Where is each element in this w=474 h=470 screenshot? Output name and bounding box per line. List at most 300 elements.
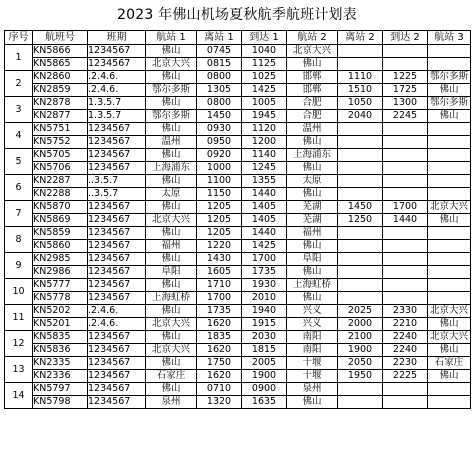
- sequence-number-cell: 5: [5, 149, 33, 175]
- station-1-cell: 佛山: [146, 123, 197, 136]
- flight-number-cell: KN5202: [33, 305, 88, 318]
- arrival-1-cell: 1425: [242, 84, 287, 97]
- sequence-number-cell: 14: [5, 383, 33, 409]
- arrival-1-cell: 1440: [242, 188, 287, 201]
- station-2-cell: 佛山: [287, 188, 338, 201]
- column-header: 离站 2: [338, 31, 383, 45]
- schedule-days-cell: 1234567: [88, 331, 146, 344]
- arrival-2-cell: [383, 136, 428, 149]
- arrival-2-cell: [383, 253, 428, 266]
- departure-1-cell: 1000: [197, 162, 242, 175]
- departure-1-cell: 0710: [197, 383, 242, 396]
- table-row: [5, 201, 471, 214]
- flight-schedule-table: [4, 30, 471, 409]
- departure-2-cell: [338, 292, 383, 305]
- flight-number-cell: KN5778: [33, 292, 88, 305]
- station-1-cell: 北京大兴: [146, 344, 197, 357]
- station-3-cell: [428, 123, 471, 136]
- flight-number-cell: KN5835: [33, 331, 88, 344]
- station-1-cell: 佛山: [146, 279, 197, 292]
- departure-1-cell: 0920: [197, 149, 242, 162]
- departure-1-cell: 0930: [197, 123, 242, 136]
- arrival-2-cell: 2210: [383, 318, 428, 331]
- station-2-cell: 佛山: [287, 136, 338, 149]
- arrival-2-cell: [383, 188, 428, 201]
- arrival-2-cell: 2230: [383, 357, 428, 370]
- table-row: [5, 240, 471, 253]
- station-2-cell: 兴义: [287, 305, 338, 318]
- schedule-days-cell: 1234567: [88, 214, 146, 227]
- arrival-1-cell: 1200: [242, 136, 287, 149]
- departure-2-cell: [338, 227, 383, 240]
- flight-number-cell: KN5865: [33, 58, 88, 71]
- arrival-1-cell: 1025: [242, 71, 287, 84]
- departure-1-cell: 1220: [197, 240, 242, 253]
- schedule-days-cell: 1234567: [88, 292, 146, 305]
- station-1-cell: 福州: [146, 240, 197, 253]
- station-3-cell: [428, 175, 471, 188]
- departure-1-cell: 1620: [197, 344, 242, 357]
- page-title: 2023 年佛山机场夏秋航季航班计划表: [117, 7, 357, 23]
- arrival-2-cell: [383, 279, 428, 292]
- departure-1-cell: 0745: [197, 45, 242, 58]
- schedule-days-cell: ..3.5.7: [88, 175, 146, 188]
- table-header-row: [5, 31, 471, 45]
- arrival-2-cell: [383, 383, 428, 396]
- arrival-1-cell: 1440: [242, 227, 287, 240]
- flight-number-cell: KN2877: [33, 110, 88, 123]
- flight-number-cell: KN5751: [33, 123, 88, 136]
- arrival-1-cell: 2005: [242, 357, 287, 370]
- arrival-1-cell: 2010: [242, 292, 287, 305]
- arrival-2-cell: 2240: [383, 331, 428, 344]
- station-3-cell: [428, 162, 471, 175]
- arrival-2-cell: [383, 175, 428, 188]
- table-row: [5, 84, 471, 97]
- station-1-cell: 佛山: [146, 45, 197, 58]
- sequence-number-cell: 10: [5, 279, 33, 305]
- departure-1-cell: 1835: [197, 331, 242, 344]
- table-row: [5, 396, 471, 409]
- station-2-cell: 佛山: [287, 396, 338, 409]
- arrival-2-cell: 1700: [383, 201, 428, 214]
- station-3-cell: 鄂尔多斯: [428, 71, 471, 84]
- station-1-cell: 佛山: [146, 149, 197, 162]
- table-row: [5, 175, 471, 188]
- sequence-number-cell: 6: [5, 175, 33, 201]
- departure-1-cell: 1205: [197, 227, 242, 240]
- station-1-cell: 佛山: [146, 175, 197, 188]
- table-row: [5, 331, 471, 344]
- column-header: 航站 1: [146, 31, 197, 45]
- departure-2-cell: [338, 58, 383, 71]
- departure-2-cell: [338, 149, 383, 162]
- table-row: [5, 370, 471, 383]
- departure-1-cell: 0950: [197, 136, 242, 149]
- column-header: 班期: [88, 31, 146, 45]
- station-2-cell: 上海浦东: [287, 149, 338, 162]
- table-row: [5, 214, 471, 227]
- station-1-cell: 佛山: [146, 71, 197, 84]
- arrival-1-cell: 1900: [242, 370, 287, 383]
- flight-number-cell: KN2985: [33, 253, 88, 266]
- arrival-1-cell: 1815: [242, 344, 287, 357]
- flight-number-cell: KN2860: [33, 71, 88, 84]
- schedule-days-cell: .2.4.6.: [88, 305, 146, 318]
- flight-number-cell: KN2287: [33, 175, 88, 188]
- table-row: [5, 162, 471, 175]
- arrival-1-cell: 1915: [242, 318, 287, 331]
- departure-1-cell: 1735: [197, 305, 242, 318]
- schedule-days-cell: 1234567: [88, 201, 146, 214]
- table-body: [5, 45, 471, 409]
- station-1-cell: 石家庄: [146, 370, 197, 383]
- departure-1-cell: 1100: [197, 175, 242, 188]
- schedule-days-cell: ..3.5.7: [88, 188, 146, 201]
- schedule-days-cell: 1234567: [88, 45, 146, 58]
- station-2-cell: 十堰: [287, 370, 338, 383]
- schedule-days-cell: .2.4.6.: [88, 318, 146, 331]
- table-row: [5, 253, 471, 266]
- departure-2-cell: 1450: [338, 201, 383, 214]
- departure-2-cell: 2040: [338, 110, 383, 123]
- flight-number-cell: KN2335: [33, 357, 88, 370]
- station-2-cell: 阜阳: [287, 253, 338, 266]
- table-row: [5, 149, 471, 162]
- schedule-days-cell: 1234567: [88, 383, 146, 396]
- station-1-cell: 佛山: [146, 331, 197, 344]
- table-row: [5, 110, 471, 123]
- arrival-2-cell: [383, 227, 428, 240]
- station-2-cell: 北京大兴: [287, 45, 338, 58]
- station-3-cell: [428, 58, 471, 71]
- schedule-days-cell: 1234567: [88, 123, 146, 136]
- column-header: 序号: [5, 31, 33, 45]
- departure-1-cell: 1450: [197, 110, 242, 123]
- station-2-cell: 南阳: [287, 331, 338, 344]
- table-row: [5, 136, 471, 149]
- station-1-cell: 温州: [146, 136, 197, 149]
- arrival-1-cell: 1040: [242, 45, 287, 58]
- table-row: [5, 305, 471, 318]
- sequence-number-cell: 1: [5, 45, 33, 71]
- departure-2-cell: 1900: [338, 344, 383, 357]
- arrival-2-cell: 1725: [383, 84, 428, 97]
- table-row: [5, 58, 471, 71]
- station-2-cell: 太原: [287, 175, 338, 188]
- table-row: [5, 97, 471, 110]
- arrival-2-cell: [383, 396, 428, 409]
- station-3-cell: 佛山: [428, 110, 471, 123]
- station-3-cell: 佛山: [428, 370, 471, 383]
- sequence-number-cell: 9: [5, 253, 33, 279]
- station-2-cell: 合肥: [287, 97, 338, 110]
- arrival-2-cell: 2240: [383, 344, 428, 357]
- column-header: 航站 2: [287, 31, 338, 45]
- departure-2-cell: [338, 175, 383, 188]
- sequence-number-cell: 8: [5, 227, 33, 253]
- departure-1-cell: 0800: [197, 71, 242, 84]
- station-1-cell: 泉州: [146, 396, 197, 409]
- table-row: [5, 318, 471, 331]
- table-row: [5, 188, 471, 201]
- schedule-days-cell: 1234567: [88, 58, 146, 71]
- arrival-2-cell: 2225: [383, 370, 428, 383]
- station-1-cell: 佛山: [146, 201, 197, 214]
- station-3-cell: [428, 227, 471, 240]
- arrival-1-cell: 1635: [242, 396, 287, 409]
- departure-1-cell: 1150: [197, 188, 242, 201]
- station-1-cell: 佛山: [146, 253, 197, 266]
- station-1-cell: 佛山: [146, 97, 197, 110]
- arrival-1-cell: 1945: [242, 110, 287, 123]
- station-2-cell: 兴义: [287, 318, 338, 331]
- station-3-cell: [428, 279, 471, 292]
- column-header: 到达 2: [383, 31, 428, 45]
- table-row: [5, 357, 471, 370]
- departure-2-cell: [338, 266, 383, 279]
- sequence-number-cell: 4: [5, 123, 33, 149]
- schedule-days-cell: 1234567: [88, 266, 146, 279]
- station-3-cell: 北京大兴: [428, 305, 471, 318]
- departure-2-cell: [338, 253, 383, 266]
- arrival-1-cell: 1120: [242, 123, 287, 136]
- flight-number-cell: KN5866: [33, 45, 88, 58]
- arrival-1-cell: 1940: [242, 305, 287, 318]
- sequence-number-cell: 11: [5, 305, 33, 331]
- departure-2-cell: [338, 279, 383, 292]
- departure-2-cell: 1250: [338, 214, 383, 227]
- arrival-1-cell: 1245: [242, 162, 287, 175]
- table-row: [5, 45, 471, 58]
- arrival-2-cell: 1440: [383, 214, 428, 227]
- schedule-days-cell: 1234567: [88, 396, 146, 409]
- schedule-days-cell: 1234567: [88, 162, 146, 175]
- station-1-cell: 佛山: [146, 227, 197, 240]
- station-3-cell: [428, 149, 471, 162]
- departure-1-cell: 0815: [197, 58, 242, 71]
- departure-2-cell: [338, 45, 383, 58]
- departure-1-cell: 0800: [197, 97, 242, 110]
- station-3-cell: 佛山: [428, 318, 471, 331]
- schedule-days-cell: 1234567: [88, 279, 146, 292]
- schedule-days-cell: 1.3.5.7: [88, 110, 146, 123]
- departure-1-cell: 1605: [197, 266, 242, 279]
- station-1-cell: 鄂尔多斯: [146, 110, 197, 123]
- departure-2-cell: [338, 240, 383, 253]
- sequence-number-cell: 7: [5, 201, 33, 227]
- station-2-cell: 佛山: [287, 58, 338, 71]
- departure-2-cell: 1950: [338, 370, 383, 383]
- station-3-cell: [428, 136, 471, 149]
- sequence-number-cell: 13: [5, 357, 33, 383]
- arrival-2-cell: [383, 149, 428, 162]
- arrival-1-cell: 1405: [242, 214, 287, 227]
- flight-number-cell: KN2859: [33, 84, 88, 97]
- schedule-days-cell: 1234567: [88, 253, 146, 266]
- station-2-cell: 芜湖: [287, 214, 338, 227]
- station-3-cell: 北京大兴: [428, 201, 471, 214]
- schedule-days-cell: 1234567: [88, 357, 146, 370]
- flight-number-cell: KN2288: [33, 188, 88, 201]
- arrival-2-cell: 1300: [383, 97, 428, 110]
- column-header: 航站 3: [428, 31, 471, 45]
- station-3-cell: [428, 253, 471, 266]
- station-2-cell: 泉州: [287, 383, 338, 396]
- departure-2-cell: 2025: [338, 305, 383, 318]
- arrival-1-cell: 1355: [242, 175, 287, 188]
- table-row: [5, 123, 471, 136]
- station-2-cell: 福州: [287, 227, 338, 240]
- station-1-cell: 上海浦东: [146, 162, 197, 175]
- schedule-days-cell: 1234567: [88, 240, 146, 253]
- arrival-2-cell: [383, 292, 428, 305]
- sequence-number-cell: 3: [5, 97, 33, 123]
- flight-number-cell: KN2878: [33, 97, 88, 110]
- flight-number-cell: KN5870: [33, 201, 88, 214]
- flight-number-cell: KN5797: [33, 383, 88, 396]
- station-3-cell: [428, 266, 471, 279]
- station-1-cell: 北京大兴: [146, 58, 197, 71]
- station-3-cell: [428, 383, 471, 396]
- station-1-cell: 太原: [146, 188, 197, 201]
- arrival-2-cell: 1225: [383, 71, 428, 84]
- sequence-number-cell: 12: [5, 331, 33, 357]
- column-header: 离站 1: [197, 31, 242, 45]
- station-2-cell: 南阳: [287, 344, 338, 357]
- station-3-cell: 石家庄: [428, 357, 471, 370]
- departure-1-cell: 1205: [197, 214, 242, 227]
- departure-2-cell: 1110: [338, 71, 383, 84]
- flight-number-cell: KN5201: [33, 318, 88, 331]
- flight-number-cell: KN5752: [33, 136, 88, 149]
- arrival-2-cell: [383, 240, 428, 253]
- departure-2-cell: [338, 123, 383, 136]
- arrival-1-cell: 1735: [242, 266, 287, 279]
- station-3-cell: 佛山: [428, 214, 471, 227]
- arrival-1-cell: 1140: [242, 149, 287, 162]
- departure-1-cell: 1305: [197, 84, 242, 97]
- station-3-cell: [428, 188, 471, 201]
- departure-2-cell: 2050: [338, 357, 383, 370]
- station-2-cell: 上海虹桥: [287, 279, 338, 292]
- station-1-cell: 佛山: [146, 357, 197, 370]
- arrival-2-cell: [383, 123, 428, 136]
- station-3-cell: [428, 396, 471, 409]
- arrival-1-cell: 1425: [242, 240, 287, 253]
- flight-number-cell: KN5860: [33, 240, 88, 253]
- table-row: [5, 266, 471, 279]
- table-row: [5, 383, 471, 396]
- arrival-1-cell: 1405: [242, 201, 287, 214]
- schedule-days-cell: 1234567: [88, 149, 146, 162]
- column-header: 航班号: [33, 31, 88, 45]
- schedule-days-cell: .2.4.6.: [88, 71, 146, 84]
- schedule-days-cell: 1234567: [88, 227, 146, 240]
- schedule-days-cell: 1234567: [88, 344, 146, 357]
- station-3-cell: 鄂尔多斯: [428, 97, 471, 110]
- departure-1-cell: 1620: [197, 318, 242, 331]
- departure-2-cell: 2000: [338, 318, 383, 331]
- flight-number-cell: KN5705: [33, 149, 88, 162]
- station-1-cell: 佛山: [146, 383, 197, 396]
- table-row: [5, 279, 471, 292]
- flight-number-cell: KN5706: [33, 162, 88, 175]
- schedule-days-cell: 1.3.5.7: [88, 97, 146, 110]
- schedule-days-cell: .2.4.6.: [88, 84, 146, 97]
- station-2-cell: 佛山: [287, 292, 338, 305]
- station-2-cell: 佛山: [287, 162, 338, 175]
- arrival-2-cell: [383, 45, 428, 58]
- arrival-1-cell: 1930: [242, 279, 287, 292]
- station-2-cell: 芜湖: [287, 201, 338, 214]
- table-row: [5, 227, 471, 240]
- station-2-cell: 合肥: [287, 110, 338, 123]
- station-1-cell: 佛山: [146, 305, 197, 318]
- arrival-2-cell: [383, 162, 428, 175]
- table-row: [5, 71, 471, 84]
- station-2-cell: 十堰: [287, 357, 338, 370]
- schedule-days-cell: 1234567: [88, 136, 146, 149]
- station-2-cell: 佛山: [287, 240, 338, 253]
- table-row: [5, 344, 471, 357]
- station-3-cell: [428, 240, 471, 253]
- departure-1-cell: 1430: [197, 253, 242, 266]
- departure-2-cell: [338, 188, 383, 201]
- arrival-2-cell: [383, 266, 428, 279]
- flight-number-cell: KN5859: [33, 227, 88, 240]
- station-1-cell: 阜阳: [146, 266, 197, 279]
- station-3-cell: 佛山: [428, 344, 471, 357]
- flight-number-cell: KN5869: [33, 214, 88, 227]
- station-3-cell: [428, 292, 471, 305]
- departure-1-cell: 1710: [197, 279, 242, 292]
- station-3-cell: 佛山: [428, 84, 471, 97]
- departure-2-cell: 2100: [338, 331, 383, 344]
- flight-number-cell: KN5836: [33, 344, 88, 357]
- departure-2-cell: 1050: [338, 97, 383, 110]
- station-3-cell: [428, 45, 471, 58]
- station-2-cell: 邯郸: [287, 84, 338, 97]
- departure-1-cell: 1750: [197, 357, 242, 370]
- arrival-2-cell: 2245: [383, 110, 428, 123]
- arrival-1-cell: 0900: [242, 383, 287, 396]
- arrival-1-cell: 2030: [242, 331, 287, 344]
- arrival-1-cell: 1700: [242, 253, 287, 266]
- station-1-cell: 北京大兴: [146, 214, 197, 227]
- departure-2-cell: 1510: [338, 84, 383, 97]
- flight-number-cell: KN2336: [33, 370, 88, 383]
- departure-2-cell: [338, 396, 383, 409]
- departure-1-cell: 1620: [197, 370, 242, 383]
- station-2-cell: 邯郸: [287, 71, 338, 84]
- departure-2-cell: [338, 136, 383, 149]
- schedule-days-cell: 1234567: [88, 370, 146, 383]
- departure-1-cell: 1320: [197, 396, 242, 409]
- flight-number-cell: KN2986: [33, 266, 88, 279]
- arrival-2-cell: [383, 58, 428, 71]
- sequence-number-cell: 2: [5, 71, 33, 97]
- arrival-1-cell: 1005: [242, 97, 287, 110]
- arrival-2-cell: 2330: [383, 305, 428, 318]
- flight-number-cell: KN5777: [33, 279, 88, 292]
- station-3-cell: 北京大兴: [428, 331, 471, 344]
- table-row: [5, 292, 471, 305]
- flight-number-cell: KN5798: [33, 396, 88, 409]
- station-2-cell: 佛山: [287, 266, 338, 279]
- arrival-1-cell: 1125: [242, 58, 287, 71]
- column-header: 到达 1: [242, 31, 287, 45]
